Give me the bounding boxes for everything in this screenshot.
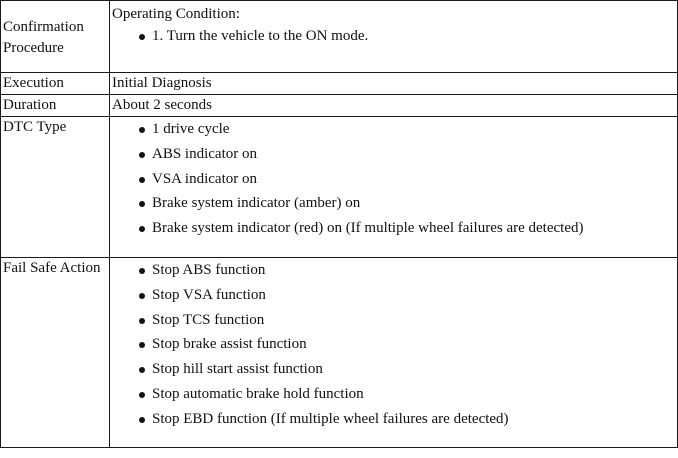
bullet-dot-icon: [139, 127, 145, 133]
bullet-dot-icon: [139, 268, 145, 274]
table-row-confirmation: [1, 1, 678, 73]
list-item: [112, 216, 677, 241]
duration-value: About 2 seconds: [110, 95, 678, 117]
list-item: [112, 308, 677, 333]
list-item-text: Stop TCS function: [152, 311, 265, 328]
bullet-dot-icon: [139, 177, 145, 183]
bullet-dot-icon: [139, 34, 145, 40]
list-item: [112, 258, 677, 283]
list-item: [112, 357, 677, 382]
fail-safe-action-label: Fail Safe Action: [1, 258, 110, 448]
execution-value: Initial Diagnosis: [110, 73, 678, 95]
list-item-text: 1. Turn the vehicle to the ON mode.: [152, 28, 369, 44]
list-item-text: Brake system indicator (amber) on: [152, 195, 361, 212]
confirmation-value-cell: [110, 1, 678, 73]
bullet-dot-icon: [139, 201, 145, 207]
list-item-text: Stop automatic brake hold function: [152, 385, 364, 402]
bullet-dot-icon: [139, 342, 145, 348]
list-item-text: Stop brake assist function: [152, 336, 307, 353]
list-item-text: Stop VSA function: [152, 286, 266, 303]
bullet-dot-icon: [139, 367, 145, 373]
list-item: [112, 283, 677, 308]
list-item-text: VSA indicator on: [152, 170, 257, 187]
list-item: [112, 382, 677, 407]
list-item: [112, 332, 677, 357]
table-row-execution: [1, 73, 678, 95]
list-item: [112, 191, 677, 216]
operating-condition-title: Operating Condition:: [112, 6, 240, 22]
bullet-dot-icon: [139, 392, 145, 398]
execution-label: Execution: [1, 73, 110, 95]
list-item: [112, 117, 677, 142]
list-item-text: Stop EBD function (If multiple wheel failures are detected): [152, 410, 509, 427]
bullet-dot-icon: [139, 152, 145, 158]
bullet-dot-icon: [139, 318, 145, 324]
table-row-fail-safe-action: [1, 258, 678, 448]
confirmation-label: Confirmation Procedure: [3, 19, 84, 56]
list-item: [112, 407, 677, 432]
dtc-type-value-cell: [110, 117, 678, 258]
list-item-text: Brake system indicator (red) on (If multiple wheel failures are detected): [152, 220, 584, 237]
bullet-dot-icon: [139, 226, 145, 232]
list-item: [112, 24, 677, 49]
fail-safe-action-list: [112, 258, 677, 432]
confirmation-label-cell: [1, 1, 110, 73]
bullet-dot-icon: [139, 417, 145, 423]
table-row-dtc-type: [1, 117, 678, 258]
fail-safe-action-value-cell: [110, 258, 678, 448]
duration-label: Duration: [1, 95, 110, 117]
list-item-text: Stop ABS function: [152, 262, 266, 278]
list-item: [112, 142, 677, 167]
list-item-text: Stop hill start assist function: [152, 361, 323, 378]
confirmation-steps-list: [112, 24, 677, 49]
list-item-text: 1 drive cycle: [152, 121, 230, 137]
bullet-dot-icon: [139, 293, 145, 299]
list-item-text: ABS indicator on: [152, 145, 257, 162]
list-item: [112, 167, 677, 192]
table-row-duration: [1, 95, 678, 117]
dtc-type-label: DTC Type: [1, 117, 110, 258]
dtc-type-list: [112, 117, 677, 241]
